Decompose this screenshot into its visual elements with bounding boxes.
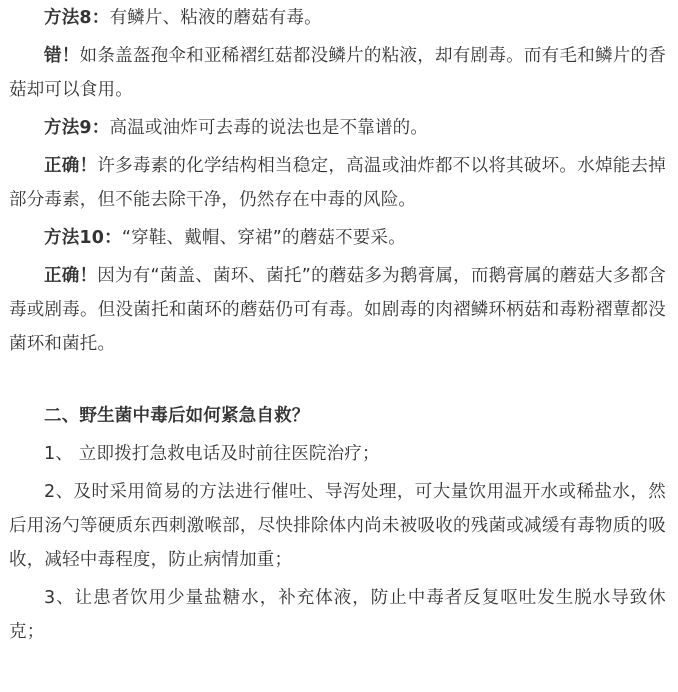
lead-label: 正确！ [44,156,98,176]
step-3: 3、让患者饮用少量盐糖水，补充体液，防止中毒者反复呕吐发生脱水导致休克； [9,588,666,642]
article-body [0,1,666,649]
paragraph-correct-9 [9,149,666,217]
paragraph-method-9 [9,111,666,145]
paragraph-text: 高温或油炸可去毒的说法也是不靠谱的。 [109,118,429,138]
lead-label: 方法9： [44,118,110,138]
paragraph-text: 因为有“菌盖、菌环、菌托”的蘑菇多为鹅膏属，而鹅膏属的蘑菇大多都含毒或剧毒。但没菌托和菌环的蘑菇仍可有毒。如剧毒的肉褶鳞环柄菇和毒粉褶蕈都没菌环和菌托。 [9,266,666,354]
lead-label: 方法8： [44,8,110,28]
paragraph-method-10 [9,221,666,255]
paragraph-text: “穿鞋、戴帽、穿裙”的蘑菇不要采。 [121,228,406,248]
section-heading: 二、野生菌中毒后如何紧急自救？ [44,406,310,426]
lead-label: 正确！ [44,266,98,286]
lead-label: 方法10： [44,228,122,248]
spacer [9,365,666,399]
paragraph-wrong-8 [9,39,666,107]
step-1: 1、 立即拨打急救电话及时前往医院治疗； [44,444,380,464]
paragraph-text: 有鳞片、粘液的蘑菇有毒。 [109,8,322,28]
step-2: 2、及时采用简易的方法进行催吐、导泻处理，可大量饮用温开水或稀盐水，然后用汤勺等硬质东西刺激喉部，尽快排除体内尚未被吸收的残菌或减缓有毒物质的吸收，减轻中毒程度，防止病情加重； [9,482,666,570]
lead-label: 错！ [44,46,80,66]
paragraph-text: 许多毒素的化学结构相当稳定，高温或油炸都不以将其破坏。水焯能去掉部分毒素，但不能去除干净，仍然存在中毒的风险。 [9,156,666,210]
paragraph-method-8 [9,1,666,35]
paragraph-correct-10 [9,259,666,361]
paragraph-text: 如条盖盔孢伞和亚稀褶红菇都没鳞片的粘液，却有剧毒。而有毛和鳞片的香菇却可以食用。 [9,46,666,100]
